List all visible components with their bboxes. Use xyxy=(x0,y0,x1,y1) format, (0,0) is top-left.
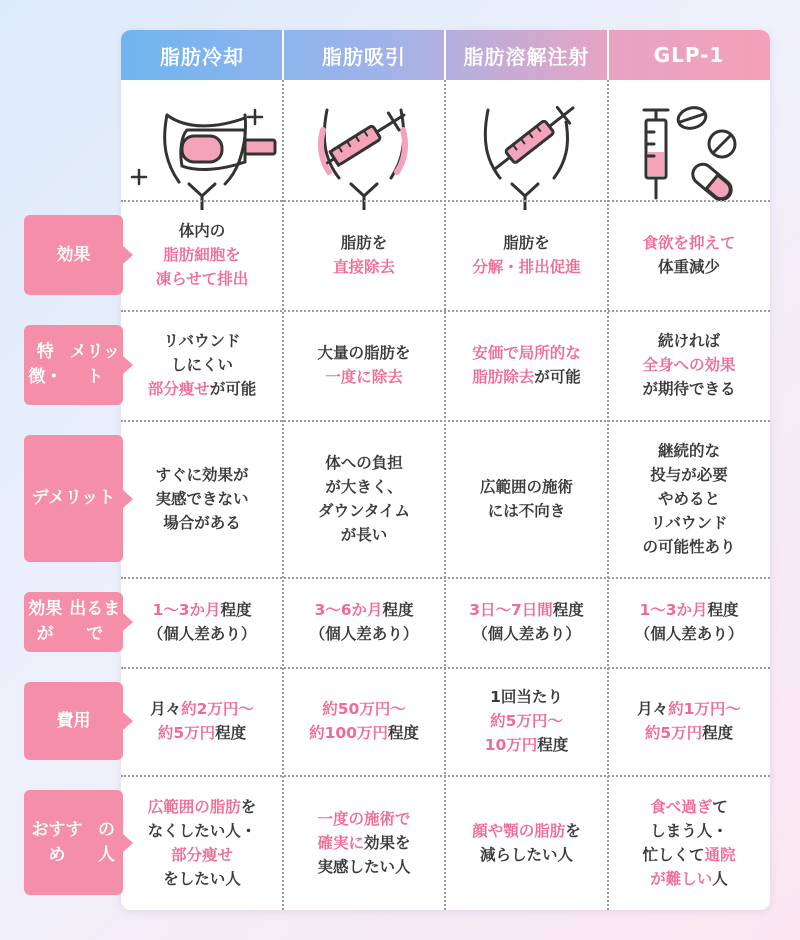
highlight-text: 約100万円 xyxy=(309,724,388,742)
row-label-text: 出るまで xyxy=(69,599,121,644)
body-text: 程度 xyxy=(387,724,419,742)
body-text: （個人差あり） xyxy=(634,625,744,643)
highlight-text: 通院 xyxy=(704,845,736,864)
table-cell xyxy=(121,310,283,420)
body-text: が可能 xyxy=(534,368,581,386)
body-text: が大きく、 xyxy=(325,477,403,496)
highlight-text: 約5万円 xyxy=(157,724,216,742)
body-text: には不向き xyxy=(487,501,566,520)
highlight-text: 部分痩せ xyxy=(170,845,233,864)
highlight-text: 顔や顎の脂肪 xyxy=(472,821,566,840)
table-cell xyxy=(608,577,770,667)
body-text: 体内の xyxy=(178,222,226,240)
highlight-text: 部分痩せ xyxy=(147,380,210,398)
body-text: 人 xyxy=(712,869,728,888)
highlight-text: 1～3か月 xyxy=(152,601,221,619)
highlight-text: 約1万円～ xyxy=(668,700,741,718)
body-text: （個人差あり） xyxy=(309,625,419,643)
body-text: 投与が必要 xyxy=(650,465,728,484)
body-text: 1回当たり xyxy=(490,688,563,706)
highlight-text: 約50万円～ xyxy=(322,700,406,718)
body-text: を xyxy=(565,821,581,840)
body-text: をしたい人 xyxy=(163,869,241,888)
column-header-glp1: GLP-1 xyxy=(653,43,725,67)
body-text: 程度 xyxy=(537,736,569,754)
highlight-text: 食欲を抑えて xyxy=(642,234,736,252)
column-header-fat-cooling: 脂肪冷却 xyxy=(160,44,244,69)
table-cell xyxy=(608,420,770,577)
body-text: 忙しくて xyxy=(642,845,705,864)
table-cell xyxy=(608,667,770,775)
body-text: しまう人・ xyxy=(650,821,728,840)
body-text: 程度 xyxy=(552,601,584,619)
body-text: 月々 xyxy=(637,700,669,718)
body-text: 程度 xyxy=(707,601,739,619)
body-text: 脂肪を xyxy=(340,234,388,252)
table-cell xyxy=(121,667,283,775)
table-cell xyxy=(121,200,283,310)
body-text: が可能 xyxy=(209,380,257,398)
row-label-text: おすすめ xyxy=(31,819,83,865)
highlight-text: 約5万円 xyxy=(644,724,703,742)
row-label-text: メリット xyxy=(69,342,120,387)
highlight-text: 約5万円～ xyxy=(490,712,563,730)
body-text: 体への負担 xyxy=(325,453,403,472)
comparison-table xyxy=(121,30,770,910)
table-cell xyxy=(283,200,445,310)
table-cell xyxy=(445,667,608,775)
highlight-text: 脂肪細胞を xyxy=(163,246,241,264)
table-cell xyxy=(608,775,770,910)
row-label xyxy=(24,325,123,405)
body-text: 場合がある xyxy=(163,513,241,532)
body-text: 効果を xyxy=(364,833,411,852)
body-text: が長い xyxy=(340,525,388,544)
row-label-text: の人 xyxy=(98,819,116,865)
row-label xyxy=(24,682,123,760)
table-cell xyxy=(445,420,608,577)
highlight-text: 一度に除去 xyxy=(325,368,403,386)
highlight-text: 3日～7日間 xyxy=(469,601,553,619)
highlight-text: 約2万円～ xyxy=(181,700,254,718)
row-label xyxy=(24,790,123,895)
highlight-text: 全身への効果 xyxy=(642,356,736,374)
highlight-text: 凍らせて排出 xyxy=(155,270,249,288)
row-label-text: 特徴・ xyxy=(28,342,63,387)
table-cell xyxy=(608,200,770,310)
table-cell xyxy=(283,310,445,420)
body-text: を xyxy=(240,797,257,816)
body-text: 月々 xyxy=(150,700,182,718)
body-text: （個人差あり） xyxy=(147,625,257,643)
table-cell xyxy=(121,420,283,577)
table-cell xyxy=(283,420,445,577)
table-cell xyxy=(121,775,283,910)
row-label-text: 効果 xyxy=(56,244,91,265)
table-cell xyxy=(283,577,445,667)
body-text: 脂肪を xyxy=(503,234,550,252)
table-cell xyxy=(445,577,608,667)
column-header-liposuction: 脂肪吸引 xyxy=(322,44,406,69)
body-text: ダウンタイム xyxy=(317,501,411,520)
body-text: 減らしたい人 xyxy=(479,845,573,864)
body-text: すぐに効果が xyxy=(155,465,249,484)
row-label xyxy=(24,435,123,562)
row-label-text: デメリット xyxy=(31,488,116,508)
highlight-text: 広範囲の脂肪 xyxy=(147,797,241,816)
table-cell xyxy=(121,577,283,667)
highlight-text: 安価で局所的な xyxy=(472,344,581,362)
table-cell xyxy=(608,310,770,420)
highlight-text: 直接除去 xyxy=(332,258,395,276)
body-text: 継続的な xyxy=(657,441,720,460)
highlight-text: 10万円 xyxy=(484,736,538,754)
table-cell xyxy=(283,775,445,910)
body-text: やめると xyxy=(657,489,720,508)
body-text: 程度 xyxy=(702,724,734,742)
highlight-text: 脂肪除去 xyxy=(472,368,535,386)
body-text: 広範囲の施術 xyxy=(479,477,573,496)
body-text: 実感できない xyxy=(155,489,249,508)
highlight-text: 一度の施術で xyxy=(317,809,411,828)
body-text: 程度 xyxy=(220,601,252,619)
body-text: て xyxy=(712,797,728,816)
body-text: リバウンド xyxy=(163,332,241,350)
table-cell xyxy=(445,200,608,310)
body-text: なくしたい人・ xyxy=(147,821,257,840)
body-text: リバウンド xyxy=(650,513,728,532)
body-text: が期待できる xyxy=(642,380,736,398)
table-cell xyxy=(445,775,608,910)
body-text: 程度 xyxy=(382,601,414,619)
highlight-text: が難しい xyxy=(650,869,713,888)
body-text: （個人差あり） xyxy=(472,625,581,643)
table-cell xyxy=(445,310,608,420)
body-text: 体重減少 xyxy=(657,258,720,276)
row-label xyxy=(24,215,123,295)
table-cell xyxy=(283,667,445,775)
highlight-text: 食べ過ぎ xyxy=(650,797,713,816)
highlight-text: 確実に xyxy=(317,833,364,852)
body-text: 実感したい人 xyxy=(317,857,411,876)
body-text: 程度 xyxy=(215,724,247,742)
body-text: 大量の脂肪を xyxy=(317,344,411,362)
highlight-text: 分解・排出促進 xyxy=(472,258,581,276)
row-label xyxy=(24,592,123,652)
highlight-text: 3～6か月 xyxy=(314,601,383,619)
body-text: 続ければ xyxy=(657,332,720,350)
column-header-fat-dissolving-injection: 脂肪溶解注射 xyxy=(463,44,590,69)
highlight-text: 1～3か月 xyxy=(639,601,708,619)
body-text: しにくい xyxy=(170,356,233,374)
body-text: の可能性あり xyxy=(642,537,736,556)
row-label-text: 効果が xyxy=(28,599,63,644)
row-label-text: 費用 xyxy=(56,710,91,731)
